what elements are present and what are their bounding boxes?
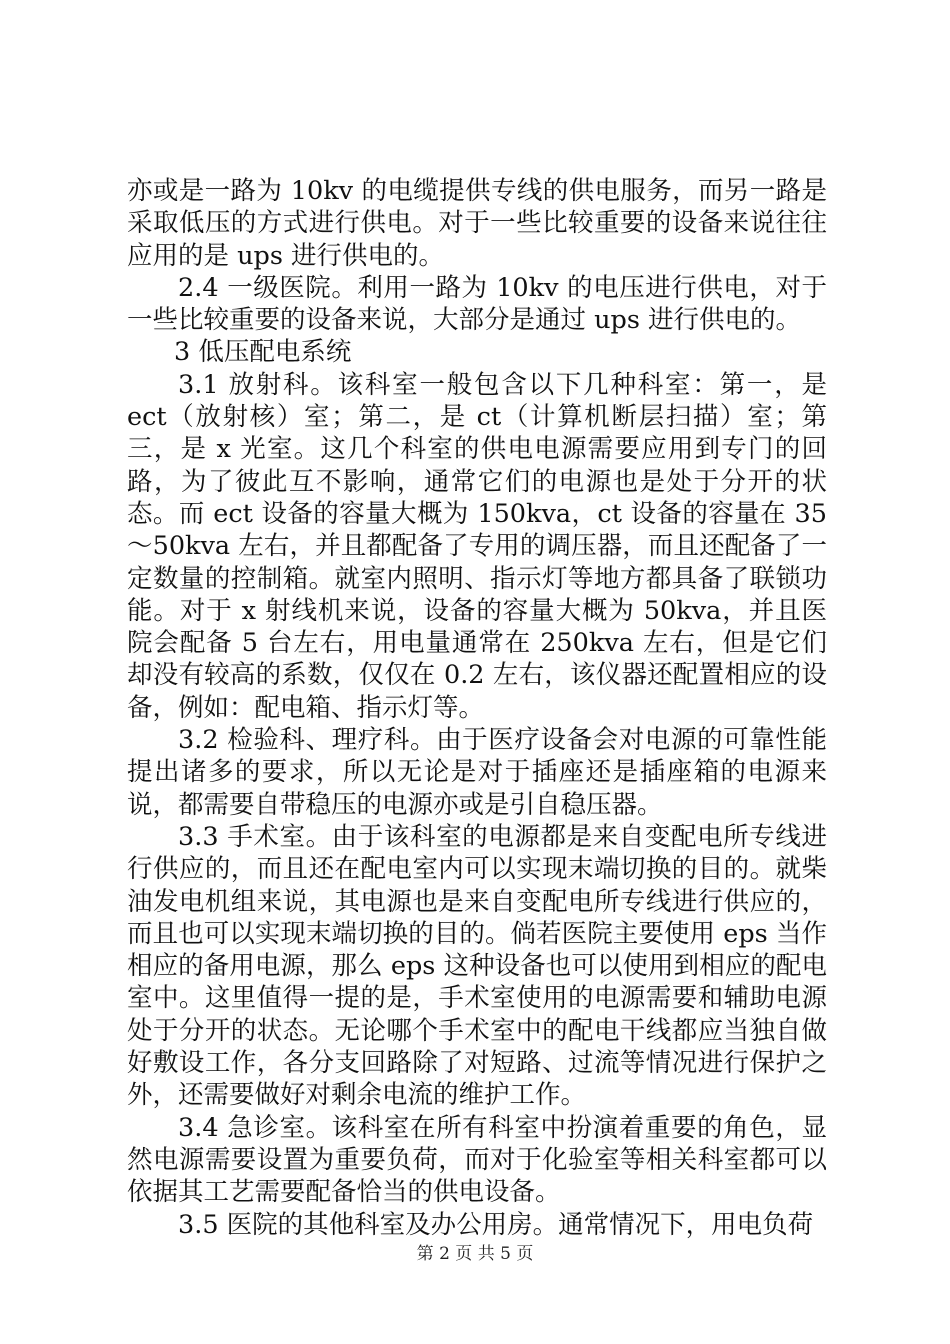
paragraph-continuation: 亦或是一路为 10kv 的电缆提供专线的供电服务，而另一路是采取低压的方式进行供电。对于一些比较重要的设备来说往往应用的是 ups 进行供电的。 xyxy=(127,176,827,271)
paragraph-3-4: 3.4 急诊室。该科室在所有科室中扮演着重要的角色，显然电源需要设置为重要负荷，而对于化验室等相关科室都可以依据其工艺需要配备恰当的供电设备。 xyxy=(127,1112,827,1208)
paragraph-3-5: 3.5 医院的其他科室及办公用房。通常情况下，用电负荷 xyxy=(178,1209,814,1240)
page-number-footer: 第 2 页 共 5 页 xyxy=(416,1244,534,1264)
section-heading-3: 3 低压配电系统 xyxy=(174,337,352,368)
body-text xyxy=(127,175,827,1241)
paragraph-3-2: 3.2 检验科、理疗科。由于医疗设备会对电源的可靠性能提出诸多的要求，所以无论是对于插座还是插座箱的电源来说，都需要自带稳压的电源亦或是引自稳压器。 xyxy=(127,725,827,820)
paragraph-2-4: 2.4 一级医院。利用一路为 10kv 的电压进行供电，对于一些比较重要的设备来说，大部分是通过 ups 进行供电的。 xyxy=(127,272,827,336)
paragraph-3-1: 3.1 放射科。该科室一般包含以下几种科室：第一，是 ect（放射核）室；第二，是 ct（计算机断层扫描）室；第三，是 x 光室。这几个科室的供电电源需要应用到专门的回路，为了彼此互不影响，通常它们的电源也是处于分开的状态。而 ect 设备的容量大概为 150kva，ct 设备的容量在 35～50kva 左右，并且都配备了专用的调压器，而且还配备了一定数量的控制箱。就室内照明、指示灯等地方都具备了联锁功能。对于 x 射线机来说，设备的容量大概为 50kva，并且医院会配备 5 台左右，用电量通常在 250kva 左右，但是它们却没有较高的系数，仅仅在 0.2 左右，该仪器还配置相应的设备，例如：配电箱、指示灯等。 xyxy=(127,369,827,723)
paragraph-3-3: 3.3 手术室。由于该科室的电源都是来自变配电所专线进行供应的，而且还在配电室内可以实现末端切换的目的。就柴油发电机组来说，其电源也是来自变配电所专线进行供应的，而且也可以实现末端切换的目的。倘若医院主要使用 eps 当作相应的备用电源，那么 eps 这种设备也可以使用到相应的配电室中。这里值得一提的是，手术室使用的电源需要和辅助电源处于分开的状态。无论哪个手术室中的配电干线都应当独自做好敷设工作，各分支回路除了对短路、过流等情况进行保护之外，还需要做好对剩余电流的维护工作。 xyxy=(127,821,827,1111)
